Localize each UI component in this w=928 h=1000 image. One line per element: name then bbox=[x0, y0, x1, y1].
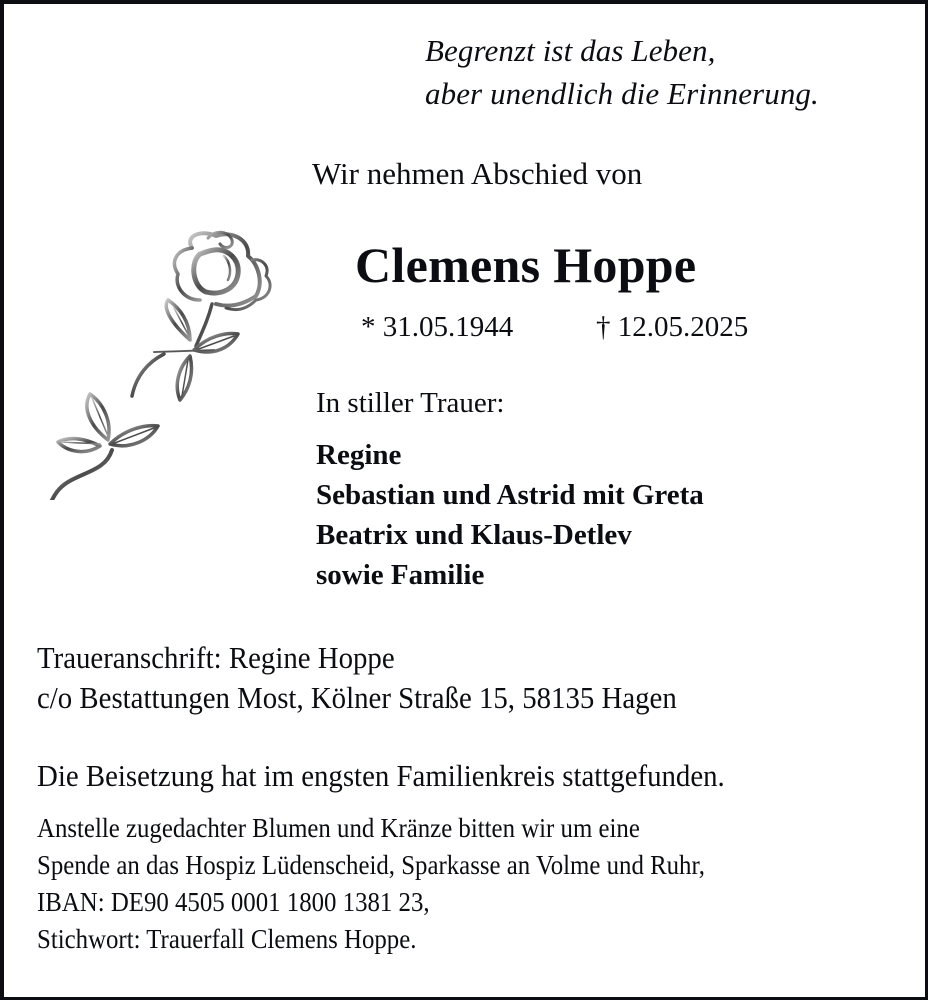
birth-date-line bbox=[361, 313, 513, 342]
death-symbol-icon: † bbox=[596, 311, 611, 343]
donation-line-1: Anstelle zugedachter Blumen und Kränze bitten wir um eine bbox=[37, 813, 640, 843]
quote-line-1: Begrenzt ist das Leben, bbox=[425, 33, 716, 68]
birth-symbol: * bbox=[361, 311, 376, 343]
mourner-name: Beatrix und Klaus-Detlev bbox=[316, 519, 632, 551]
quote-line-2: aber unendlich die Erinnerung. bbox=[425, 76, 819, 111]
intro-text: Wir nehmen Abschied von bbox=[312, 156, 643, 191]
donation-iban: IBAN: DE90 4505 0001 1800 1381 23, bbox=[37, 887, 430, 917]
mourners-label: In stiller Trauer: bbox=[316, 387, 505, 419]
donation-line-2: Spende an das Hospiz Lüdenscheid, Sparkasse an Volme und Ruhr, bbox=[37, 850, 705, 880]
deceased-name: Clemens Hoppe bbox=[355, 237, 697, 293]
donation-keyword: Stichwort: Trauerfall Clemens Hoppe. bbox=[37, 924, 417, 954]
death-date: 12.05.2025 bbox=[617, 311, 749, 343]
death-date-line bbox=[596, 313, 748, 342]
mourner-name: sowie Familie bbox=[316, 559, 485, 591]
rose-icon bbox=[44, 200, 279, 500]
mourner-name: Sebastian und Astrid mit Greta bbox=[316, 479, 704, 511]
address-line-1: Traueranschrift: Regine Hoppe bbox=[37, 640, 395, 675]
mourner-name: Regine bbox=[316, 439, 402, 471]
address-line-2: c/o Bestattungen Most, Kölner Straße 15, 58135 Hagen bbox=[37, 680, 677, 715]
birth-date: 31.05.1944 bbox=[382, 311, 514, 343]
burial-note: Die Beisetzung hat im engsten Familienkreis stattgefunden. bbox=[37, 758, 725, 793]
